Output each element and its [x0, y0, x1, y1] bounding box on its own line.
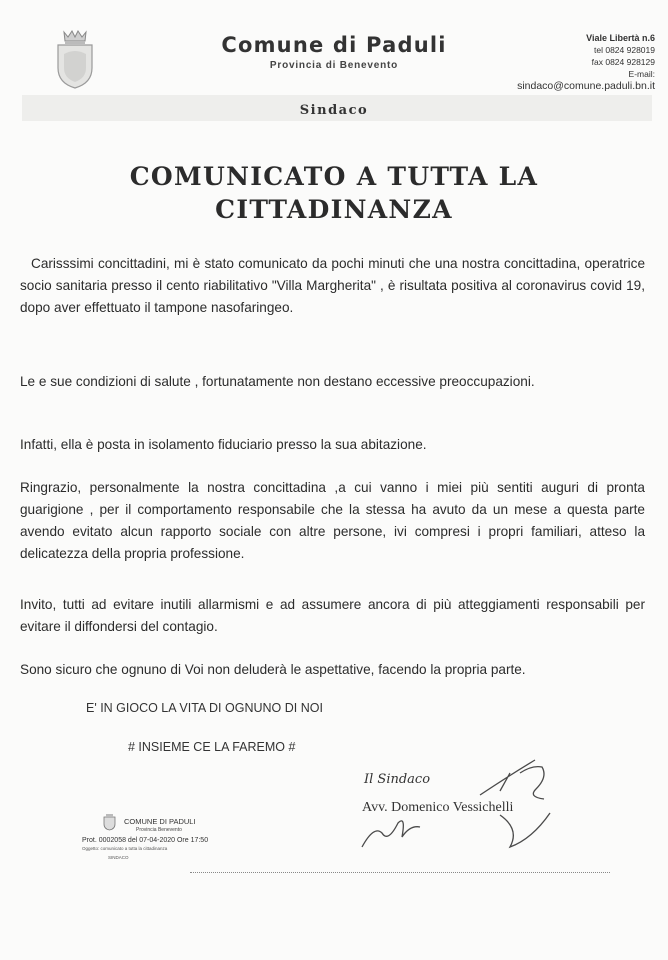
office-label: Sindaco: [299, 103, 369, 118]
footer-divider: [190, 872, 610, 873]
title-line-2: CITTADINANZA: [215, 195, 453, 224]
document-title: [0, 160, 668, 226]
email-address: sindaco@comune.paduli.bn.it: [517, 80, 655, 92]
paragraph-1: Carisssimi concittadini, mi è stato comunicato da pochi minuti che una nostra concittadina, operatrice socio sanitaria presso il cento riabilitativo "Villa Margherita" , è risultata positiva al coronavirus covid 19, dopo aver effettuato il tampone nasofaringeo.: [20, 256, 645, 315]
province-label: Provincia di Benevento: [269, 60, 399, 71]
stamp-province: Provincia Benevento: [136, 827, 182, 833]
stamp-crest-icon: [103, 813, 116, 831]
phone: tel 0824 928019: [594, 45, 655, 55]
title-line-1: COMUNICATO A TUTTA LA: [129, 162, 539, 191]
stamp-town: COMUNE DI PADULI: [124, 817, 196, 826]
paragraph-3: Infatti, ella è posta in isolamento fiduciario presso la sua abitazione.: [20, 437, 427, 452]
address: Viale Libertà n.6: [586, 33, 655, 43]
town-name: Comune di Paduli: [221, 33, 447, 57]
slogan-line-1: E' IN GIOCO LA VITA DI OGNUNO DI NOI: [86, 701, 323, 715]
stamp-subject: Oggetto: comunicato a tutta la cittadinanza: [82, 846, 168, 851]
handwritten-signature-icon: [360, 755, 575, 855]
stamp-office: SINDACO: [108, 855, 129, 860]
slogan-line-2: # INSIEME CE LA FAREMO #: [128, 740, 296, 754]
stamp-protocol: Prot. 0002058 del 07-04-2020 Ore 17:50: [82, 837, 209, 844]
signature-name: Avv. Domenico Vessichelli: [362, 800, 514, 815]
fax: fax 0824 928129: [591, 57, 655, 67]
paragraph-5: Invito, tutti ad evitare inutili allarmismi e ad assumere ancora di più atteggiamenti responsabili per evitare il diffondersi del contagio.: [20, 597, 645, 634]
paragraph-6: Sono sicuro che ognuno di Voi non deluderà le aspettative, facendo la propria parte.: [20, 662, 526, 677]
email-label: E-mail:: [628, 69, 655, 79]
paragraph-2: Le e sue condizioni di salute , fortunatamente non destano eccessive preoccupazioni.: [20, 374, 535, 389]
paragraph-4: Ringrazio, personalmente la nostra concittadina ,a cui vanno i miei più sentiti auguri di pronta guarigione , per il comportamento responsabile che la stessa ha avuto da un mese a questa parte avendo evitato alcun rapporto sociale con altre persone, ivi compresi i propri familiari, atteso la delicatezza della propria professione.: [20, 480, 645, 561]
signature-title: Il Sindaco: [364, 772, 431, 787]
contact-block: [517, 32, 655, 92]
